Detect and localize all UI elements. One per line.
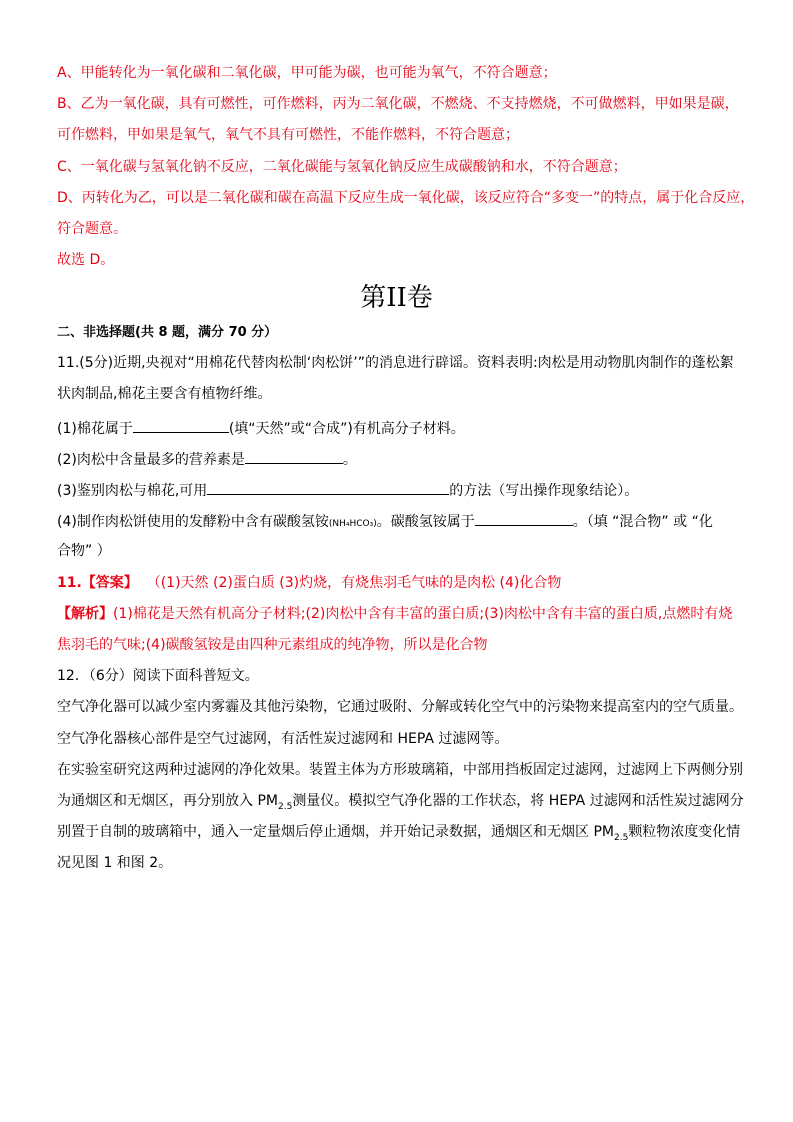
q11-answer-label: 11.【答案】 xyxy=(57,575,138,591)
q12-pm25-subscript: 2.5 xyxy=(277,801,293,812)
q11-part1 xyxy=(57,417,465,439)
q12-para2-line3-b: 颗粒物浓度变化情 xyxy=(628,824,741,840)
q11-part2 xyxy=(57,448,357,470)
solution-option-d-line1: D、丙转化为乙，可以是二氧化碳和碳在高温下反应生成一氧化碳，该反应符合“多变一”的特点，属于化合反应， xyxy=(57,190,755,206)
q11-part3-blank[interactable] xyxy=(207,479,449,495)
q11-part2-prefix: (2)肉松中含量最多的营养素是 xyxy=(57,452,245,468)
q12-para2-line2 xyxy=(57,791,744,817)
q11-analysis-label: 【解析】 xyxy=(57,606,113,622)
section-title: 第II卷 xyxy=(360,283,433,313)
q11-stem-line2: 状肉制品,棉花主要含有植物纤维。 xyxy=(57,386,272,402)
q11-part3-prefix: (3)鉴别肉松与棉花,可用 xyxy=(57,483,208,499)
q11-part3-suffix: 的方法（写出操作现象结论）。 xyxy=(449,483,639,499)
q12-para2-line3 xyxy=(57,822,740,848)
solution-option-c: C、一氧化碳与氢氧化钠不反应，二氧化碳能与氢氧化钠反应生成碳酸钠和水，不符合题意； xyxy=(57,159,627,175)
q11-part1-suffix: (填“天然”或“合成”)有机高分子材料。 xyxy=(228,421,465,437)
q12-para1-line1: 空气净化器可以减少室内雾霾及其他污染物，它通过吸附、分解或转化空气中的污染物来提高室内的空气质量。 xyxy=(57,699,743,715)
q11-part4-middle: 。碳酸氢铵属于 xyxy=(376,514,475,530)
q11-part2-suffix: 。 xyxy=(342,452,357,468)
q12-para2-line1: 在实验室研究这两种过滤网的净化效果。装置主体为方形玻璃箱，中部用挡板固定过滤网，过滤网上下两侧分别 xyxy=(57,762,743,778)
q11-part1-prefix: (1)棉花属于 xyxy=(57,421,133,437)
q12-para1-line2: 空气净化器核心部件是空气过滤网，有活性炭过滤网和 HEPA 过滤网等。 xyxy=(57,731,509,747)
solution-choice: 故选 D。 xyxy=(57,252,115,268)
solution-option-a: A、甲能转化为一氧化碳和二氧化碳，甲可能为碳，也可能为氧气，不符合题意； xyxy=(57,65,557,81)
q11-part4-line2: 合物” ） xyxy=(57,543,111,559)
solution-option-b-line2: 可作燃料，甲如果是氧气，氧气不具有可燃性，不能作燃料，不符合题意； xyxy=(57,127,519,143)
q11-analysis-text1: (1)棉花是天然有机高分子材料;(2)肉松中含有丰富的蛋白质;(3)肉松中含有丰富的蛋白质,点燃时有烧 xyxy=(113,606,733,622)
q12-para2-line2-a: 为通烟区和无烟区，再分别放入 PM xyxy=(57,793,278,809)
section-header: 二、非选择题(共 8 题，满分 70 分） xyxy=(57,325,278,340)
q11-answer xyxy=(57,573,561,593)
q11-part3 xyxy=(57,479,638,501)
q12-para2-line3-a: 别置于自制的玻璃箱中，通入一定量烟后停止通烟，并开始记录数据，通烟区和无烟区 PM xyxy=(57,824,614,840)
q12-para2-line2-b: 测量仪。模拟空气净化器的工作状态，将 HEPA 过滤网和活性炭过滤网分 xyxy=(292,793,744,809)
q11-part4-formula: (NH₄HCO₃) xyxy=(328,519,377,529)
q12-pm25-subscript-2: 2.5 xyxy=(613,832,629,843)
q11-part4-blank[interactable] xyxy=(475,510,573,526)
q12-stem: 12．（6分）阅读下面科普短文。 xyxy=(57,668,259,684)
q12-para2-line4: 况见图 1 和图 2。 xyxy=(57,855,173,871)
q11-stem-line1: 11.(5分)近期,央视对“用棉花代替肉松制‘肉松饼’”的消息进行辟谣。资料表明:肉松是用动物肌肉制作的蓬松絮 xyxy=(57,355,734,371)
solution-option-b-line1: B、乙为一氧化碳，具有可燃性，可作燃料，丙为二氧化碳，不燃烧、不支持燃烧，不可做燃料，甲如果是碳， xyxy=(57,96,739,112)
q11-part4-suffix: 。（填 “混合物” 或 “化 xyxy=(572,514,713,530)
q11-answer-text: （(1)天然 (2)蛋白质 (3)灼烧，有烧焦羽毛气味的是肉松 (4)化合物 xyxy=(146,575,562,591)
q11-part2-blank[interactable] xyxy=(245,448,343,464)
q11-analysis-line1 xyxy=(57,604,732,624)
q11-analysis-line2: 焦羽毛的气味;(4)碳酸氢铵是由四种元素组成的纯净物，所以是化合物 xyxy=(57,637,488,653)
q11-part1-blank[interactable] xyxy=(133,417,229,433)
q11-part4 xyxy=(57,510,713,534)
q11-part4-prefix: (4)制作肉松饼使用的发酵粉中含有碳酸氢铵 xyxy=(57,514,329,530)
solution-option-d-line2: 符合题意。 xyxy=(57,221,127,237)
